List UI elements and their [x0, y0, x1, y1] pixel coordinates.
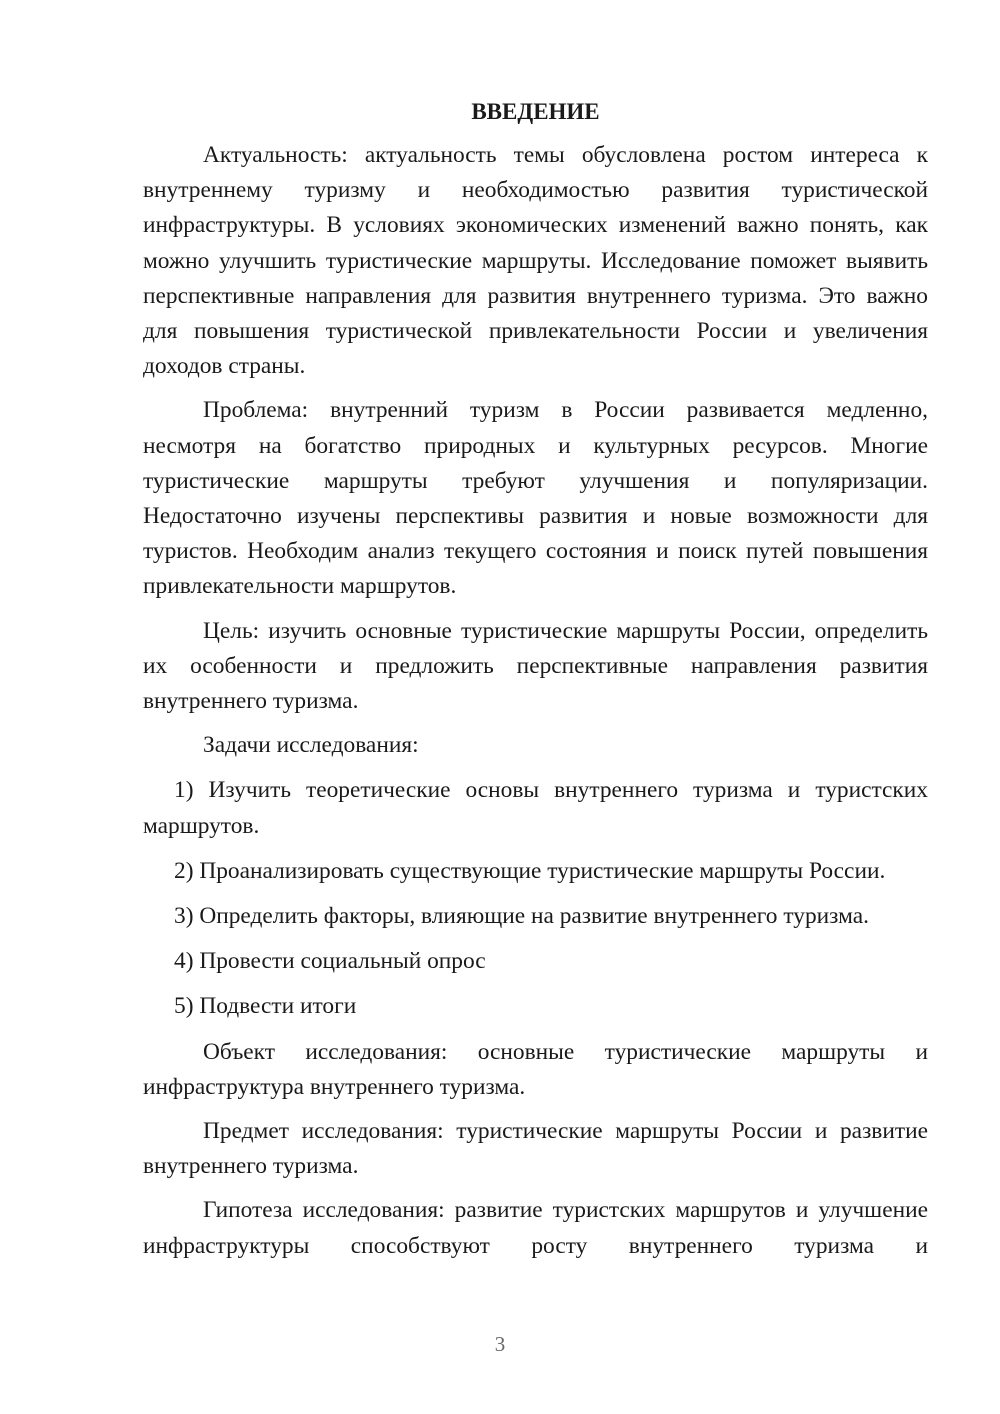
object-paragraph: Объект исследования: основные туристические маршруты и инфраструктура внутреннего туризма.	[143, 1038, 928, 1100]
section-heading: ВВЕДЕНИЕ	[471, 99, 600, 124]
goal-paragraph: Цель: изучить основные туристические маршруты России, определить их особенности и предложить перспективные направления развития внутреннего туризма.	[143, 617, 928, 715]
problem-paragraph: Проблема: внутренний туризм в России развивается медленно, несмотря на богатство природных и культурных ресурсов. Многие туристические маршруты требуют улучшения и популяризации. Недостаточно изучены перспективы развития и новые возможности для туристов. Необходим анализ текущего состояния и поиск путей повышения привлекательности маршрутов.	[143, 397, 928, 600]
task-item-3: 3) Определить факторы, влияющие на развитие внутреннего туризма.	[174, 903, 869, 930]
subject-paragraph: Предмет исследования: туристические маршруты России и развитие внутреннего туризма.	[143, 1118, 928, 1180]
page-number: 3	[494, 1332, 506, 1356]
task-item-5: 5) Подвести итоги	[174, 993, 357, 1020]
page-content	[143, 94, 928, 1273]
task-item-2: 2) Проанализировать существующие туристические маршруты России.	[174, 857, 886, 884]
task-item-4: 4) Провести социальный опрос	[174, 948, 486, 975]
hypothesis-paragraph: Гипотеза исследования: развитие туристских маршрутов и улучшение инфраструктуры способствуют росту внутреннего туризма и	[143, 1197, 928, 1259]
task-item-1: 1) Изучить теоретические основы внутреннего туризма и туристских маршрутов.	[143, 777, 928, 839]
tasks-heading: Задачи исследования:	[203, 732, 419, 759]
relevance-paragraph: Актуальность: актуальность темы обусловлена ростом интереса к внутреннему туризму и необходимостью развития туристической инфраструктуры. В условиях экономических изменений важно понять, как можно улучшить туристические маршруты. Исследование поможет выявить перспективные направления для развития внутреннего туризма. Это важно для повышения туристической привлекательности России и увеличения доходов страны.	[143, 142, 928, 380]
